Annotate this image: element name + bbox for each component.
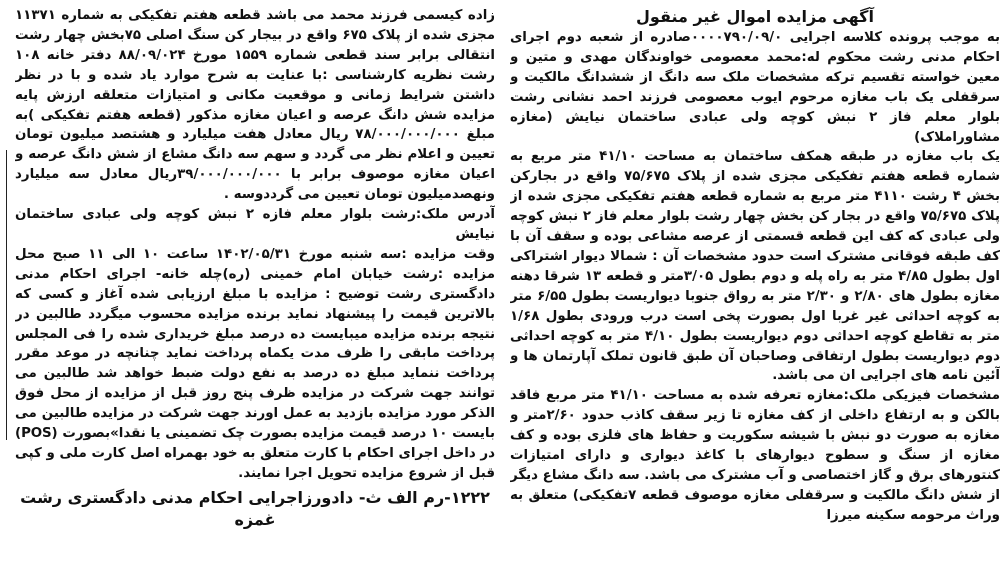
signature-line-1: ۱۲۲۲-رم الف ث- دادورزاجرایی احکام مدنی دادگستری رشت (20, 487, 490, 507)
notice-title: آگهی مزایده اموال غیر منقول (636, 7, 874, 26)
notice-paragraph-auction-terms: وقت مزایده :سه شنبه مورخ ۱۴۰۲/۰۵/۳۱ ساعت ۱۰ الی ۱۱ صبح محل مزایده :رشت خیابان امام خمینی (ره)چله خانه- اجرای احکام مدنی دادگستری رشت توضیح : مزایده با مبلغ ارزیابی شده آغاز و کسی که بالاترین قیمت را پیشنهاد نماید برنده مزایده محسوب میگردد طالبین در نتیجه برنده مزایده میبایست ده درصد مبلغ خریداری شده را فی المجلس پرداخت مابقی را ظرف مدت یکماه پرداخت نماید چنانچه در موعد مقرر پرداخت ننماید مبلغ ده درصد به نفع دولت ضبط خواهد شد طالبین می توانند جهت شرکت در مزایده ظرف پنج روز قبل از مزایده از محل فوق الذکر مورد مزایده بازدید به عمل اورند جهت شرکت در مزایده طالبین می بایست ۱۰ درصد قیمت مزایده بصورت چک تضمینی یا نقدا»بصورت (POS) در داخل اجرای احکام با کارت متعلق به خود بهمراه اصل کارت ملی و کپی قبل از شروع مزایده تحویل اجرا نمایند. (15, 246, 495, 481)
notice-paragraph-physical: مشخصات فیزیکی ملک:مغازه تعرفه شده به مساحت ۴۱/۱۰ متر مربع فاقد بالکن و به ارتفاع داخلی از کف مغازه تا زیر سقف کاذب حدود ۲/۶۰متر و مغازه به صورت دو نبش با شیشه سکوریت و حفاظ های فلزی بوده و کف مغازه از سنگ و سطوح دیوارهای با کاغذ دیواری و دارای امتیازات کنتورهای برق و گاز اختصاصی و آب مشترک می باشد. سه دانگ مشاع دیگر از شش دانگ مالکیت و سرقفلی مغازه موصوف قطعه ۷تفکیکی) متعلق به وراث مرحومه سکینه میرزا (510, 388, 1000, 523)
notice-right-column (510, 6, 1000, 578)
signature-line-2: غمزه (234, 509, 276, 529)
notice-left-column (15, 6, 495, 578)
notice-paragraph-case: به موجب پرونده کلاسه اجرایی ۰۰۰۰۷۹۰/۰۹/۰صادره از شعبه دوم اجرای احکام مدنی رشت محکوم له:محمد معصومی خواوندگان مهدی و متین و معین خواسته تقسیم ترکه مشخصات ملک سه دانگ از ششدانگ مالکیت و سرقفلی یک باب مغازه مرحوم ایوب معصومی فرزند احمد نشانی رشت بلوار معلم فاز ۲ نبش کوچه ولی عبادی ساختمان نیایش (مغازه مشاوراملاک) (510, 30, 1000, 145)
notice-paragraph-valuation: زاده کیسمی فرزند محمد می باشد قطعه هفتم تفکیکی به شماره ۱۱۳۷۱ مجزی شده از پلاک ۶۷۵ واقع در بیجار کن سنگ اصلی ۷۵بخش چهار رشت انتقالی برابر سند قطعی شماره ۱۵۵۹ مورخ ۸۸/۰۹/۰۲۴ دفتر خانه ۱۰۸ رشت نظریه کارشناسی :با عنایت به شرح موارد یاد شده و با در نظر داشتن شرایط زمانی و موقعیت مکانی و امتیازات متعلقه ارزش پایه مزایده شش دانگ عرصه و اعیان مغازه مذکور (قطعه هفتم تفکیکی )به مبلغ ۷۸/۰۰۰/۰۰۰/۰۰۰ ریال معادل هفت میلیارد و هشتصد میلیون تومان تعیین و اعلام نظر می گردد و سهم سه دانگ مشاع از شش دانگ عرصه و اعیان مغازه موصوف برابر با ۳۹/۰۰۰/۰۰۰/۰۰۰ریال معادل سه میلیارد ونهصدمیلیون تومان تعیین می گرددوسه . (15, 8, 495, 203)
notice-paragraph-property: یک باب مغازه در طبقه همکف ساختمان به مساحت ۴۱/۱۰ متر مربع به شماره قطعه هفتم تفکیکی مجزی شده از پلاک ۷۵/۶۷۵ واقع در بجارکن بخش ۴ رشت ۴۱۱۰ متر مربع به شماره قطعه هفتم تفکیکی مجزی شده از پلاک ۷۵/۶۷۵ واقع در بجار کن بخش چهار رشت بلوار معلم فاز ۲ نبش کوچه ولی عبادی که کف این قطعه قسمتی از عرصه مشاعی بوده و سقف آن با کف طبقه فوقانی مشترک است حدود مشخصات آن : شمالا دیوار اشتراکی اول بطول ۴/۸۵ متر به راه پله و دوم بطول ۳/۰۵متر و قطعه ۱۳ شرقا دهنه مغازه بطول های ۲/۸۰ و ۲/۳۰ متر به رواق جنوبا دیواریست بطول ۶/۵۵ متر به کوچه احداثی غیر غربا اول بصورت پخی است درب ورودی بطول ۱/۶۸ متر به تقاطع کوچه احداثی دوم دیواریست بطول ۴/۱۰ متر به کوچه احداثی دوم دیواریست بطول ارتفاقی وصاحبان آن طبق قانون تملک آپارتمان ها و آئین نامه های اجرایی ان می باشد. (510, 149, 1000, 384)
left-margin-rule (6, 150, 7, 440)
notice-signature (15, 487, 495, 531)
notice-paragraph-address: آدرس ملک:رشت بلوار معلم فازه ۲ نبش کوچه ولی عبادی ساختمان نیایش (15, 207, 495, 242)
